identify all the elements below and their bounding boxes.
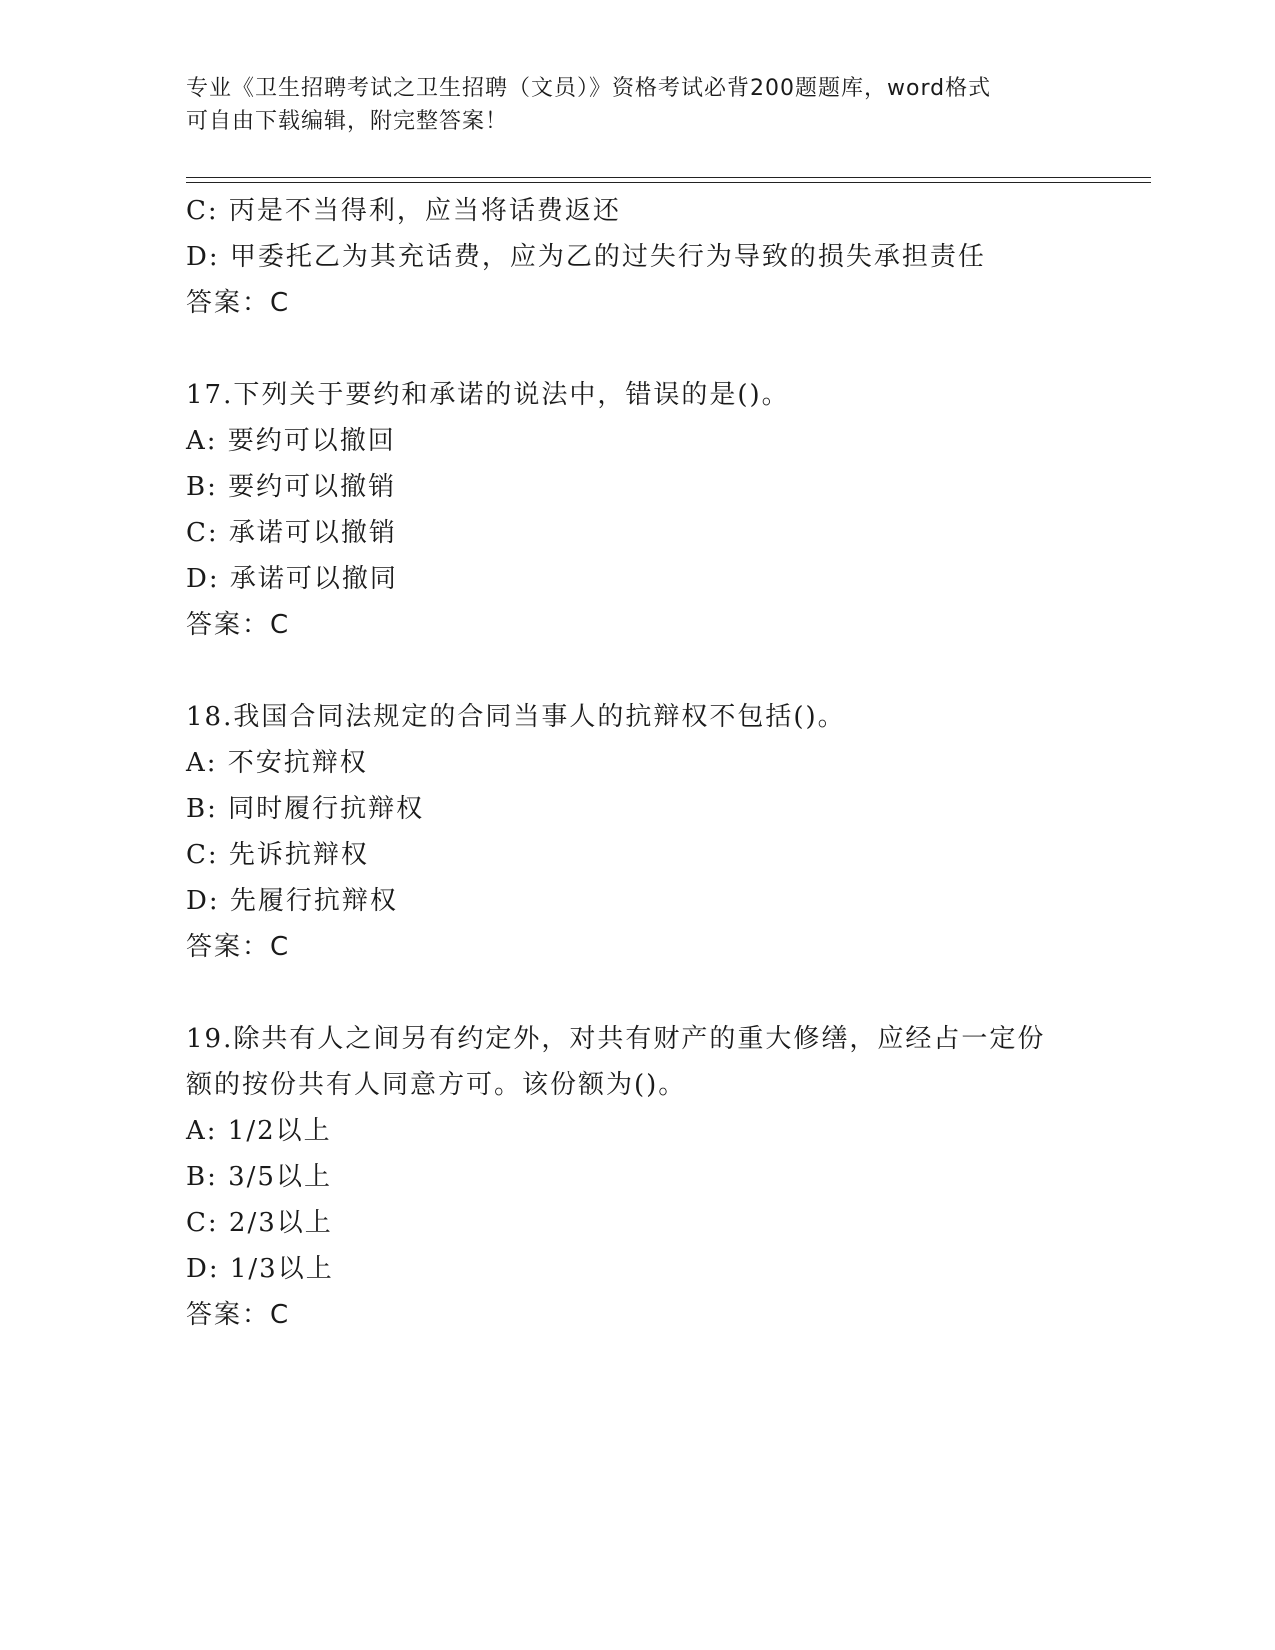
question-19 (186, 1016, 1086, 1338)
answer-line: 答案：C (186, 932, 291, 962)
option-c: C: 先诉抗辩权 (186, 840, 369, 870)
header-line-1: 专业《卫生招聘考试之卫生招聘（文员）》资格考试必背200题题库，word格式 (186, 76, 992, 101)
previous-question-continuation (186, 188, 1086, 326)
question-17 (186, 372, 1086, 648)
option-b: B: 要约可以撤销 (186, 472, 397, 502)
spacer (186, 326, 1086, 372)
document-header (186, 72, 1086, 138)
spacer (186, 970, 1086, 1016)
answer-line: 答案：C (186, 1300, 291, 1330)
header-divider-top (186, 177, 1151, 178)
header-divider-bottom (186, 182, 1151, 183)
option-d: D: 甲委托乙为其充话费，应为乙的过失行为导致的损失承担责任 (186, 242, 986, 272)
question-text-line-1: 19.除共有人之间另有约定外，对共有财产的重大修缮，应经占一定份 (186, 1024, 1046, 1054)
option-c: C: 丙是不当得利，应当将话费返还 (186, 196, 621, 226)
option-b: B: 同时履行抗辩权 (186, 794, 425, 824)
option-d: D: 1/3以上 (186, 1254, 334, 1284)
option-c: C: 承诺可以撤销 (186, 518, 397, 548)
option-b: B: 3/5以上 (186, 1162, 332, 1192)
answer-line: 答案：C (186, 288, 291, 318)
option-c: C: 2/3以上 (186, 1208, 333, 1238)
option-d: D: 先履行抗辩权 (186, 886, 398, 916)
question-text: 17.下列关于要约和承诺的说法中，错误的是()。 (186, 380, 790, 410)
question-text-line-2: 额的按份共有人同意方可。该份额为()。 (186, 1070, 687, 1100)
option-a: A: 要约可以撤回 (186, 426, 396, 456)
option-a: A: 1/2以上 (186, 1116, 332, 1146)
option-a: A: 不安抗辩权 (186, 748, 368, 778)
spacer (186, 648, 1086, 694)
option-d: D: 承诺可以撤同 (186, 564, 398, 594)
answer-line: 答案：C (186, 610, 291, 640)
question-text: 18.我国合同法规定的合同当事人的抗辩权不包括()。 (186, 702, 846, 732)
document-body (186, 188, 1086, 1338)
question-18 (186, 694, 1086, 970)
header-line-2: 可自由下载编辑，附完整答案！ (186, 109, 509, 134)
